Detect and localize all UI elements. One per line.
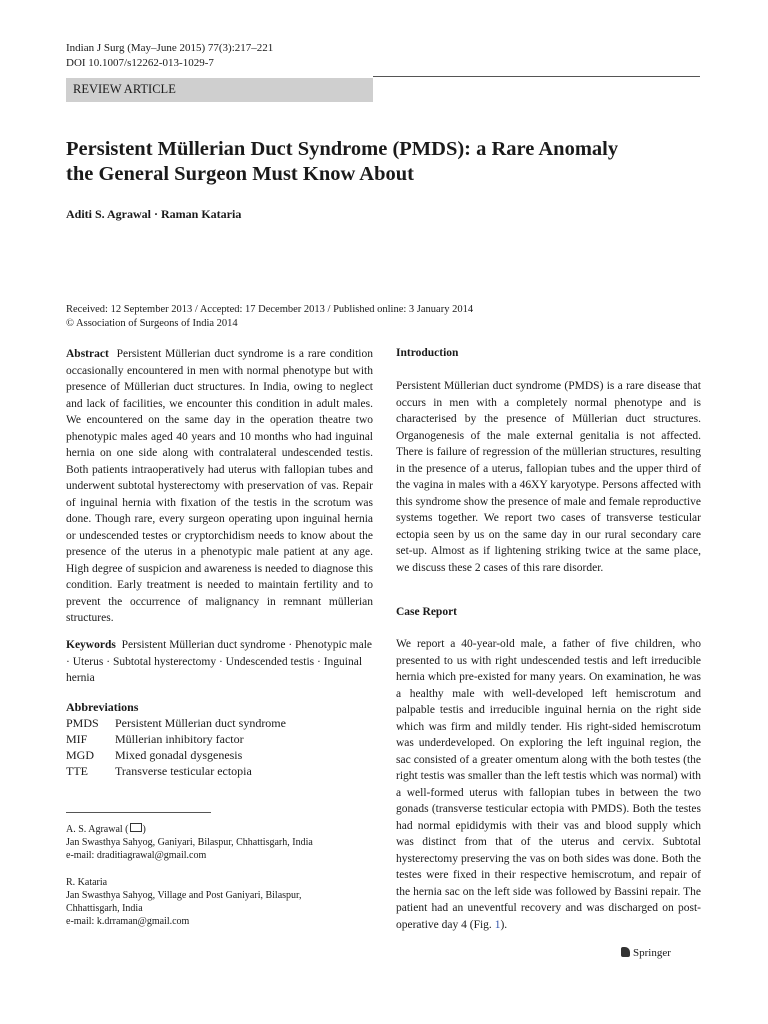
dates-line: Received: 12 September 2013 / Accepted: 17 December 2013 / Published online: 3 January 2014 [66, 304, 474, 315]
abbreviation-key: MIF [66, 732, 88, 746]
author1-address: Jan Swasthya Sahyog, Ganiyari, Bilaspur, Chhattisgarh, India [66, 837, 313, 848]
article-title [66, 137, 706, 187]
introduction-text: Persistent Müllerian duct syndrome (PMDS) is a rare disease that occurs in men with a completely normal phenotype and is characterised by the presence of Müllerian duct structures. Organogenesis of the male external genitalia is not affected. There is failure of regression of the müllerian structures, resulting in the presence of a uterus, fallopian tubes and the upper third of the vagina in males with a 46XY karyotype. Persons affected with this syndrome show the presence of male and female reproductive systems together. We report two cases of transverse testicular ectopia seen by us on the same day in our rural secondary care set-up. Almost as if lightening striking twice at the same place, we discuss these 2 cases of this rare disorder. [396, 380, 701, 574]
author-list: Aditi S. Agrawal · Raman Kataria [66, 207, 242, 221]
abbreviations-section [66, 699, 373, 779]
envelope-icon[interactable] [130, 823, 142, 832]
figure-reference-link[interactable]: 1 [494, 918, 501, 931]
author2-email[interactable]: e-mail: k.drraman@gmail.com [66, 916, 190, 927]
copyright-line: © Association of Surgeons of India 2014 [66, 318, 238, 329]
abbreviation-value: Persistent Müllerian duct syndrome [115, 716, 286, 730]
abbreviation-row [66, 731, 286, 747]
abbreviation-key: PMDS [66, 716, 99, 730]
abstract-section [66, 346, 373, 627]
article-type-banner: REVIEW ARTICLE [66, 78, 373, 102]
keywords-text: Persistent Müllerian duct syndrome · Phenotypic male · Uterus · Subtotal hysterectomy · Undescended testis · Inguinal hernia [66, 639, 372, 684]
abstract-text: Persistent Müllerian duct syndrome is a rare condition occasionally encountered in men with normal phenotype but with presence of Müllerian duct structures. In India, owing to neglect and lack of facilities, we encounter this condition in adult males. We encountered on the same day in the operation theatre two phenotypic males aged 40 years and 10 months who had inguinal hernia on one side along with contralateral undescended testis. Both patients intraoperatively had uterus with fallopian tubes and underwent subtotal hysterectomy with preservation of vas. Repair of inguinal hernia with fixation of the testis in the scrotum was done. Though rare, every surgeon operating upon inguinal hernia or undescended testes or cryptorchidism needs to know about the presence of the uterus in a phenotypic male patient at any age. High degree of suspicion and awareness is needed to diagnose this condition. Early treatment is needed to maintain fertility and to prevent the occurrence of malignancy in remnant müllerian structures. [66, 348, 374, 624]
footnote-rule [66, 812, 211, 813]
author1-name: A. S. Agrawal ( [66, 824, 129, 835]
abbreviation-row [66, 763, 286, 779]
author2-footnote [66, 876, 376, 928]
header-rule [373, 76, 700, 77]
case-report-text: We report a 40-year-old male, a father of five children, who presented to us with right undescended testis and left irreducible hernia which pre-existed for many years. On examination, he was a healthy male with well-developed left hemiscrotum and palpable testis and irreducible inguinal hernia on the right side which was firm and mildly tender. His right-sided hemiscrotum was underdeveloped. On exploring the left inguinal region, the sac consisted of a greater omentum along with the both testes (the right testis was smaller than the left testis which was normal) with a well-formed uterus with fallopian tubes in between the two gonads (transverse testicular ectopia with PMDS). Both the testes had normal epididymis with their vas and blood supply which was distinct from that of the uterus and cervix. Subtotal hysterectomy preserving the vas on both sides was done. Both the testes were fixed in their respective hemiscrotum, and repair of the hernia sac on the left side was followed by Bassini repair. The patient had an uneventful recovery and was discharged on post-operative day 4 (Fig. [396, 638, 701, 931]
publisher-name: Springer [633, 947, 671, 959]
keywords-label: Keywords [66, 639, 116, 651]
case-report-body: We report a 40-year-old male, a father of five children, who presented to us with right undescended testis and left irreducible hernia which pre-existed for many years. On examination, he was a healthy male with well-developed left hemiscrotum and palpable testis and irreducible inguinal hernia on the right side which was firm and mildly tender. His right-sided hemiscrotum was underdeveloped. On exploring the left inguinal region, the sac consisted of a greater omentum along with the both testes (the right testis was smaller than the left testis which was normal) with a well-formed uterus with fallopian tubes in between the two gonads (transverse testicular ectopia with PMDS). Both the testes had normal epididymis with their vas and blood supply which was distinct from that of the uterus and cervix. Subtotal hysterectomy preserving the vas on both sides was done. Both the testes were fixed in their respective hemiscrotum, and repair of the hernia sac on the left side was followed by Bassini repair. The patient had an uneventful recovery and was discharged on post-operative day 4 (Fig. 1). [396, 638, 701, 931]
abbreviation-row [66, 715, 286, 731]
abbreviation-value: Mixed gonadal dysgenesis [115, 748, 243, 762]
abbreviation-value: Transverse testicular ectopia [115, 764, 252, 778]
journal-header [66, 41, 273, 71]
abstract-label: Abstract [66, 348, 109, 360]
title-line-1: Persistent Müllerian Duct Syndrome (PMDS): a Rare Anomaly [66, 138, 619, 160]
journal-citation: Indian J Surg (May–June 2015) 77(3):217–221 [66, 42, 274, 54]
author1-email[interactable]: e-mail: draditiagrawal@gmail.com [66, 850, 207, 861]
abbreviation-value: Müllerian inhibitory factor [115, 732, 244, 746]
abbreviations-heading: Abbreviations [66, 700, 139, 714]
case-report-heading: Case Report [396, 606, 457, 618]
title-line-2: the General Surgeon Must Know About [66, 163, 414, 185]
author1-footnote: A. S. Agrawal ( ) Jan Swasthya Sahyog, Ganiyari, Bilaspur, Chhattisgarh, India e-mail: draditiagrawal@gmail.com [66, 823, 376, 862]
publisher-logo [621, 947, 671, 959]
keywords-section [66, 637, 373, 687]
abbreviations-table [66, 715, 286, 779]
introduction-heading: Introduction [396, 347, 459, 359]
abbreviation-row [66, 747, 286, 763]
springer-horse-icon [621, 947, 630, 957]
author2-address-2: Chhattisgarh, India [66, 903, 143, 914]
publication-dates [66, 303, 473, 331]
author2-address: Jan Swasthya Sahyog, Village and Post Ganiyari, Bilaspur, [66, 890, 302, 901]
abbreviation-key: MGD [66, 748, 95, 762]
journal-doi: DOI 10.1007/s12262-013-1029-7 [66, 57, 214, 69]
author2-name: R. Kataria [66, 877, 108, 888]
abbreviation-key: TTE [66, 764, 88, 778]
